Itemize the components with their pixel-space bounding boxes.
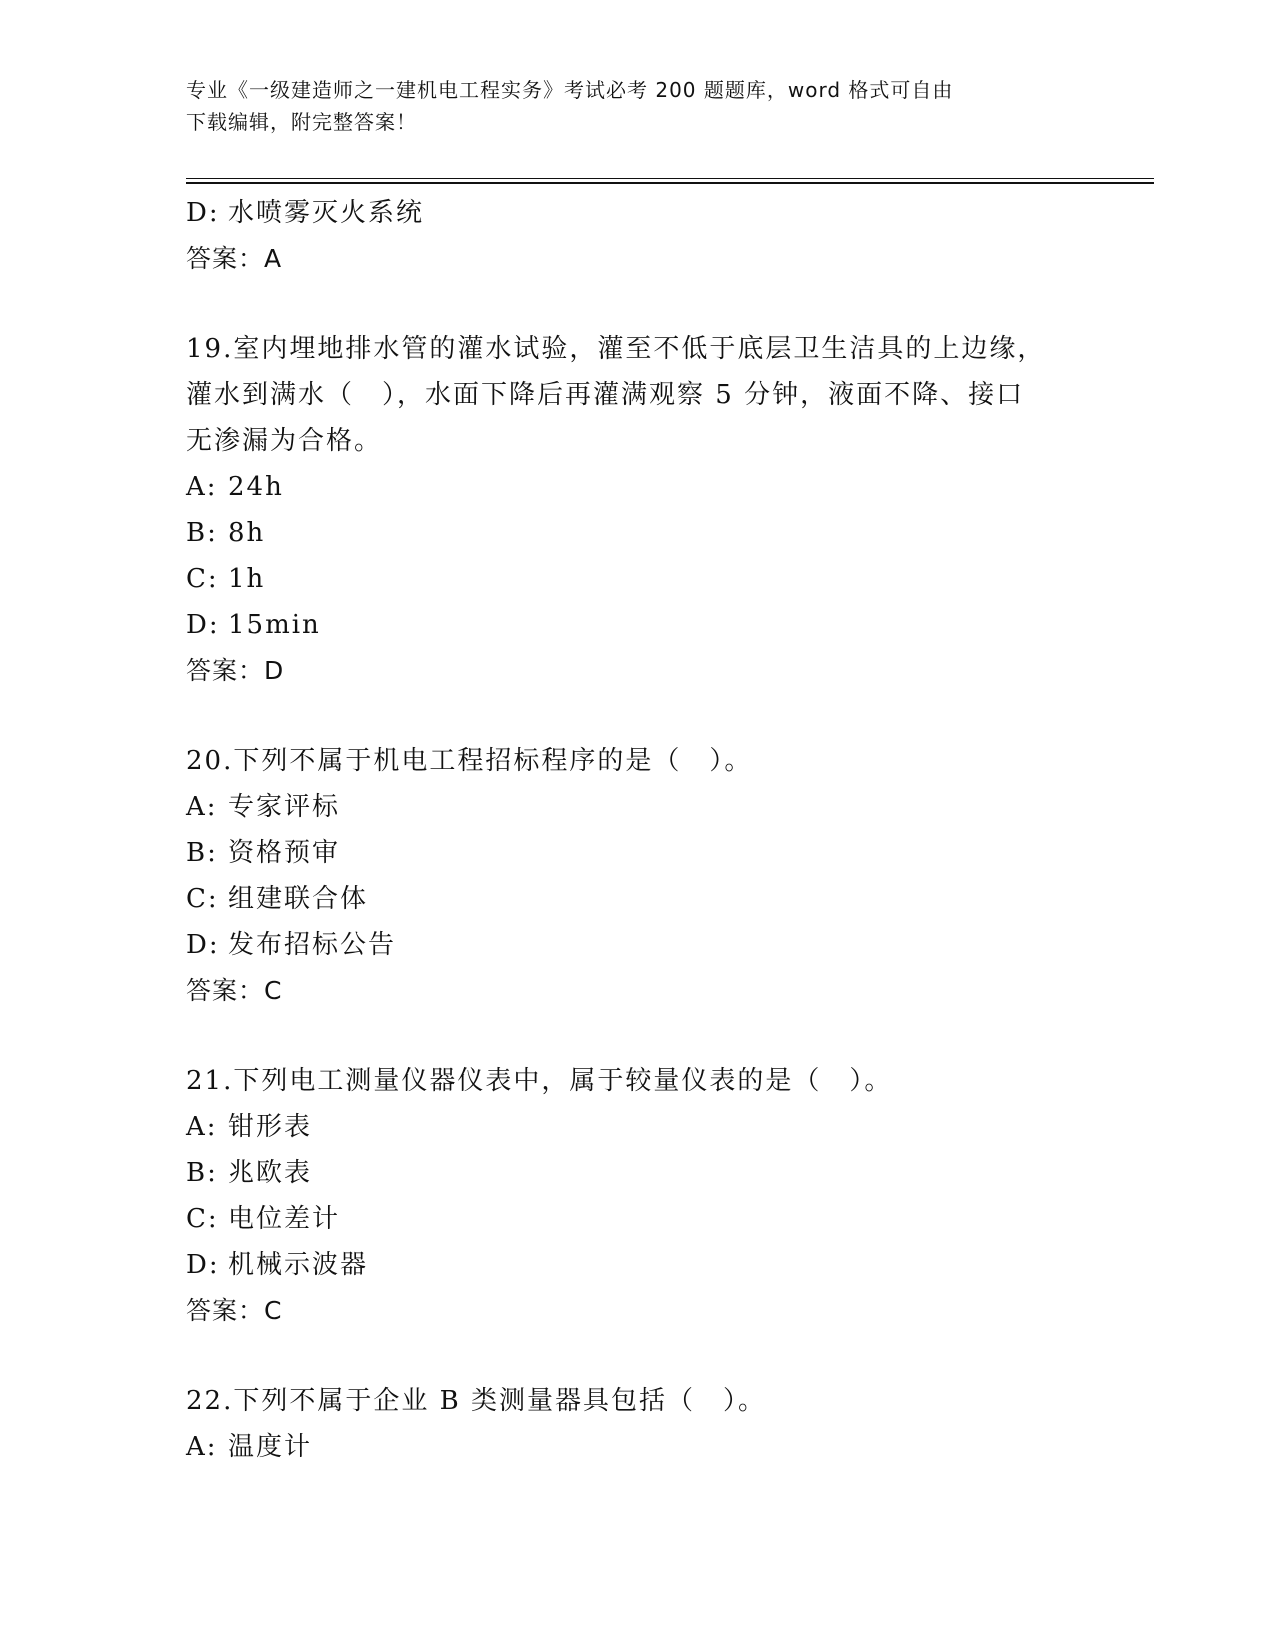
option-d [186,602,1106,648]
option-text: 机械示波器 [228,1250,369,1280]
option-b [186,830,1106,876]
option-b [186,510,1106,556]
option-c [186,876,1106,922]
option-b [186,1150,1106,1196]
answer-line [186,1288,1106,1334]
answer-value: C [264,976,283,1005]
option-d [186,922,1106,968]
option-text: 钳形表 [228,1112,313,1142]
option-text: 8h [228,518,266,548]
option-a [186,1424,1106,1470]
option-text: 兆欧表 [228,1158,313,1188]
option-letter: C: [186,564,219,594]
option-letter: C: [186,884,219,914]
option-letter: B: [186,1158,218,1188]
question-stem-line: 21.下列电工测量仪器仪表中，属于较量仪表的是（ ）。 [186,1066,893,1096]
answer-value: C [264,1296,283,1325]
option-text: 1h [228,564,266,594]
answer-line [186,648,1106,694]
option-letter: A: [186,1432,218,1462]
answer-label: 答案： [186,976,265,1005]
option-text: 组建联合体 [228,884,369,914]
option-text: 发布招标公告 [228,930,397,960]
document-header [186,74,1076,138]
option-text: 专家评标 [228,792,341,822]
option-d [186,1242,1106,1288]
answer-value: D [264,656,285,685]
question-stem-line: 22.下列不属于企业 B 类测量器具包括（ ）。 [186,1386,766,1416]
option-letter: D: [186,198,220,228]
option-c [186,556,1106,602]
option-letter: B: [186,838,218,868]
option-letter: D: [186,610,220,640]
header-line-2: 下载编辑，附完整答案！ [186,110,417,134]
option-text: 水喷雾灭火系统 [228,198,425,228]
answer-line [186,236,1106,282]
question-stem-line: 灌水到满水（ ），水面下降后再灌满观察 5 分钟，液面不降、接口 [186,380,1025,410]
question-21 [186,1058,1106,1334]
question-stem-line: 20.下列不属于机电工程招标程序的是（ ）。 [186,746,753,776]
option-text: 电位差计 [228,1204,341,1234]
answer-line [186,968,1106,1014]
option-letter: B: [186,518,218,548]
option-text: 资格预审 [228,838,341,868]
header-divider-thick [186,182,1154,184]
question-stem-line: 19.室内埋地排水管的灌水试验，灌至不低于底层卫生洁具的上边缘， [186,334,1046,364]
question-20 [186,738,1106,1014]
answer-label: 答案： [186,1296,265,1325]
answer-value: A [264,244,283,273]
option-a [186,784,1106,830]
option-letter: C: [186,1204,219,1234]
option-letter: A: [186,472,218,502]
option-text: 温度计 [228,1432,313,1462]
header-line-1: 专业《一级建造师之一建机电工程实务》考试必考 200 题题库，word 格式可自由 [186,78,954,102]
answer-label: 答案： [186,656,265,685]
option-letter: A: [186,792,218,822]
option-a [186,464,1106,510]
option-text: 15min [228,610,321,640]
question-list [186,190,1106,1470]
answer-label: 答案： [186,244,265,273]
option-letter: A: [186,1112,218,1142]
option-d [186,190,1106,236]
header-divider-thin [186,178,1154,179]
option-a [186,1104,1106,1150]
option-letter: D: [186,1250,220,1280]
question-22 [186,1378,1106,1470]
option-text: 24h [228,472,284,502]
question-19 [186,326,1106,694]
option-c [186,1196,1106,1242]
option-letter: D: [186,930,220,960]
question-stem-line: 无渗漏为合格。 [186,426,383,456]
